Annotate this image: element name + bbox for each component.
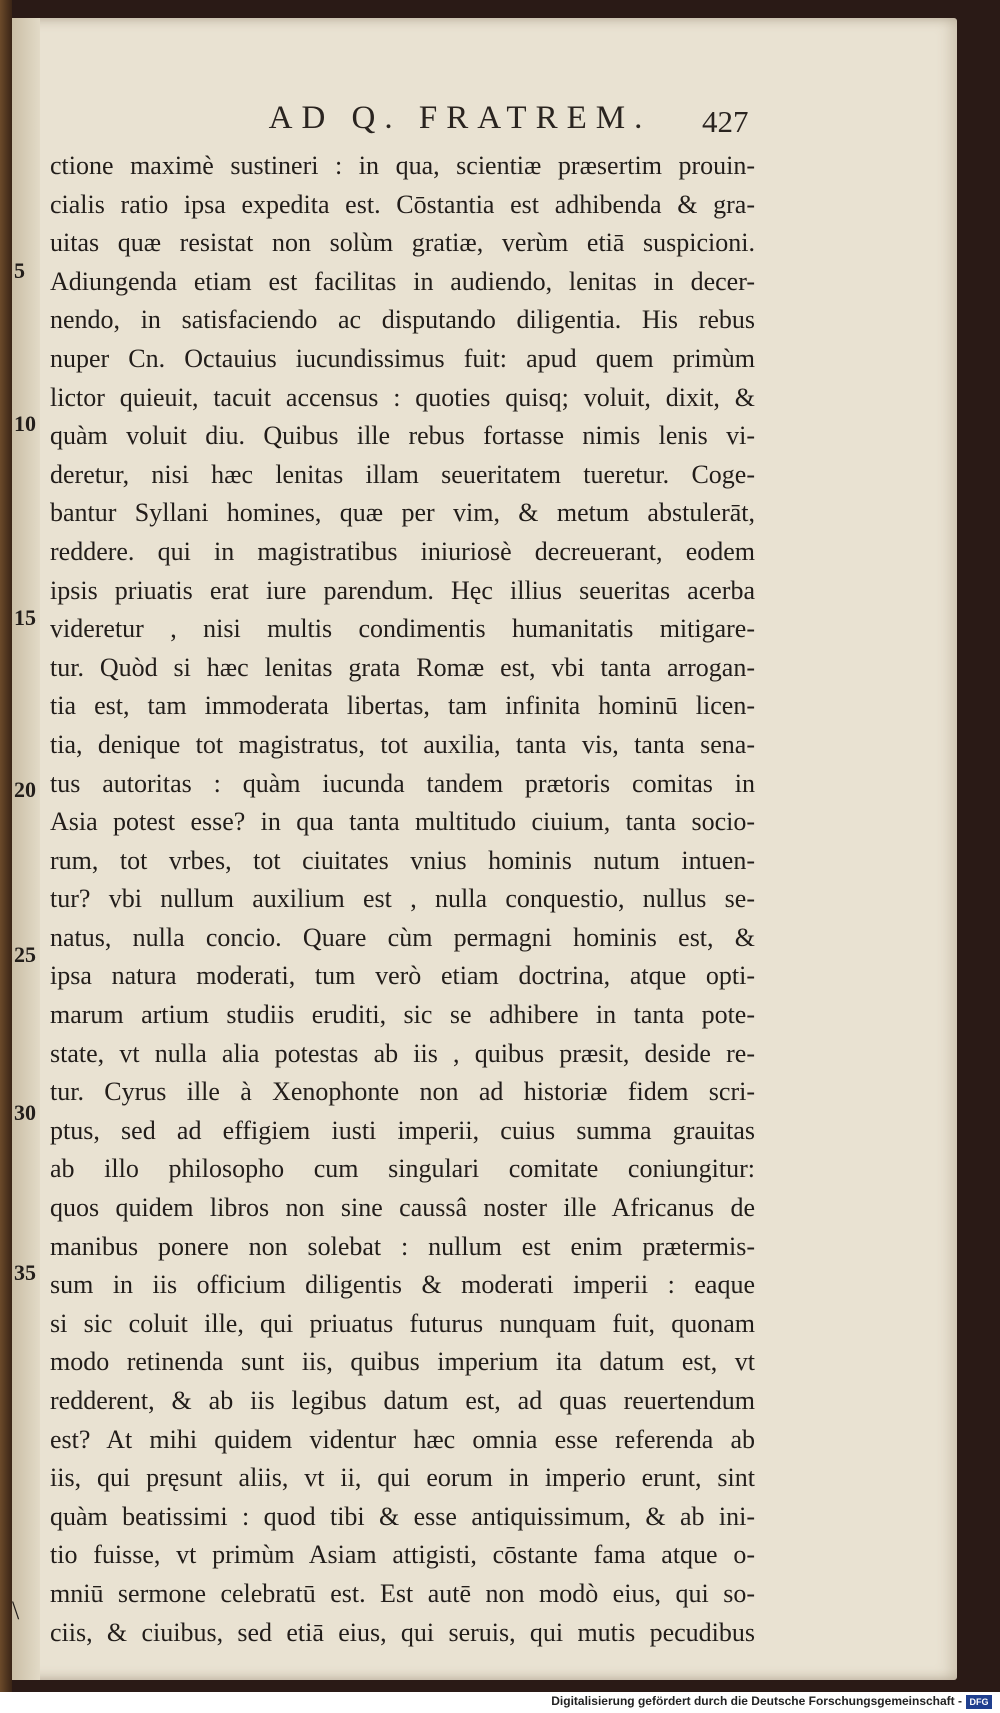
book-spine-edge <box>0 0 12 1692</box>
line-number-30: 30 <box>14 1100 36 1125</box>
text-line: quàm beatissimi : quod tibi & esse antiquissimum, & ab ini- <box>50 1501 755 1531</box>
line-number-20: 20 <box>14 777 36 802</box>
text-line: modo retinenda sunt iis, quibus imperium ita datum est, vt <box>50 1347 755 1377</box>
dfg-logo-icon: DFG <box>966 1695 992 1709</box>
text-line: tia, denique tot magistratus, tot auxilia, tanta vis, tanta sena- <box>50 729 755 759</box>
text-line: nendo, in satisfaciendo ac disputando diligentia. His rebus <box>50 305 755 335</box>
text-line: videretur , nisi multis condimentis humanitatis mitigare- <box>50 614 755 644</box>
text-line: quàm voluit diu. Quibus ille rebus fortasse nimis lenis vi- <box>50 421 755 451</box>
text-line: tus autoritas : quàm iucunda tandem prætoris comitas in <box>50 768 755 798</box>
line-number-15: 15 <box>14 605 36 630</box>
text-line: tur? vbi nullum auxilium est , nulla conquestio, nullus se- <box>50 884 755 914</box>
text-line: bantur Syllani homines, quæ per vim, & metum abstulerāt, <box>50 498 755 528</box>
footer-credit: Digitalisierung gefördert durch die Deutsche Forschungsgemeinschaft - <box>551 1694 962 1708</box>
text-line: marum artium studiis eruditi, sic se adhibere in tanta pote- <box>50 1000 755 1030</box>
text-line: tia est, tam immoderata libertas, tam infinita hominū licen- <box>50 691 755 721</box>
text-line: ipsis priuatis erat iure parendum. Hęc illius seueritas acerba <box>50 575 755 605</box>
line-number-25: 25 <box>14 942 36 967</box>
text-line: ctione maximè sustineri : in qua, scientiæ præsertim prouin- <box>50 151 755 180</box>
text-line: sum in iis officium diligentis & moderati imperii : eaque <box>50 1270 755 1300</box>
text-line: state, vt nulla alia potestas ab iis , quibus præsit, deside re- <box>50 1038 755 1068</box>
text-line: ab illo philosopho cum singulari comitate coniungitur: <box>50 1154 755 1184</box>
text-line: uitas quæ resistat non solùm gratiæ, verùm etiā suspicioni. <box>50 228 755 258</box>
text-line: Asia potest esse? in qua tanta multitudo ciuium, tanta socio- <box>50 807 755 837</box>
text-line: natus, nulla concio. Quare cùm permagni hominis est, & <box>50 922 755 952</box>
text-line: deretur, nisi hæc lenitas illam seueritatem tueretur. Coge- <box>50 459 755 489</box>
running-head: AD Q. FRATREM. <box>268 100 652 136</box>
text-line: ptus, sed ad effigiem iusti imperii, cuius summa grauitas <box>50 1115 755 1145</box>
text-line: iis, qui pręsunt aliis, vt ii, qui eorum in imperio erunt, sint <box>50 1463 755 1493</box>
line-number-10: 10 <box>14 411 36 436</box>
text-line: nuper Cn. Octauius iucundissimus fuit: apud quem primùm <box>50 343 755 373</box>
text-line: mniū sermone celebratū est. Est autē non modò eius, qui so- <box>50 1578 755 1608</box>
text-line: tur. Cyrus ille à Xenophonte non ad historiæ fidem scri- <box>50 1077 755 1107</box>
line-number-5: 5 <box>14 258 25 283</box>
text-line: cialis ratio ipsa expedita est. Cōstantia est adhibenda & gra- <box>50 189 755 219</box>
text-line: redderent, & ab iis legibus datum est, ad quas reuertendum <box>50 1386 755 1415</box>
text-line: manibus ponere non solebat : nullum est enim prætermis- <box>50 1231 755 1261</box>
text-line: lictor quieuit, tacuit accensus : quoties quisq; voluit, dixit, & <box>50 382 755 412</box>
text-line: tio fuisse, vt primùm Asiam attigisti, cōstante fama atque o- <box>50 1540 755 1570</box>
text-line: si sic coluit ille, qui priuatus futurus nunquam fuit, quonam <box>50 1308 755 1338</box>
text-line: ciis, & ciuibus, sed etiā eius, qui seruis, qui mutis pecudibus <box>50 1617 755 1647</box>
text-line: Adiungenda etiam est facilitas in audiendo, lenitas in decer- <box>50 266 755 296</box>
text-line: quos quidem libros non sine caussâ noster ille Africanus de <box>50 1193 755 1223</box>
page-number: 427 <box>702 104 749 139</box>
text-line: reddere. qui in magistratibus iniuriosè decreuerant, eodem <box>50 536 755 566</box>
text-line: est? At mihi quidem videntur hæc omnia esse referenda ab <box>50 1424 755 1454</box>
digitization-footer <box>0 1692 1000 1713</box>
line-number-35: 35 <box>14 1260 36 1285</box>
text-line: rum, tot vrbes, tot ciuitates vnius hominis nutum intuen- <box>50 845 755 875</box>
text-line: tur. Quòd si hæc lenitas grata Romæ est, vbi tanta arrogan- <box>50 652 755 682</box>
text-line: ipsa natura moderati, tum verò etiam doctrina, atque opti- <box>50 961 755 991</box>
body-text <box>50 147 755 1652</box>
corner-mark: \ <box>12 1596 20 1625</box>
